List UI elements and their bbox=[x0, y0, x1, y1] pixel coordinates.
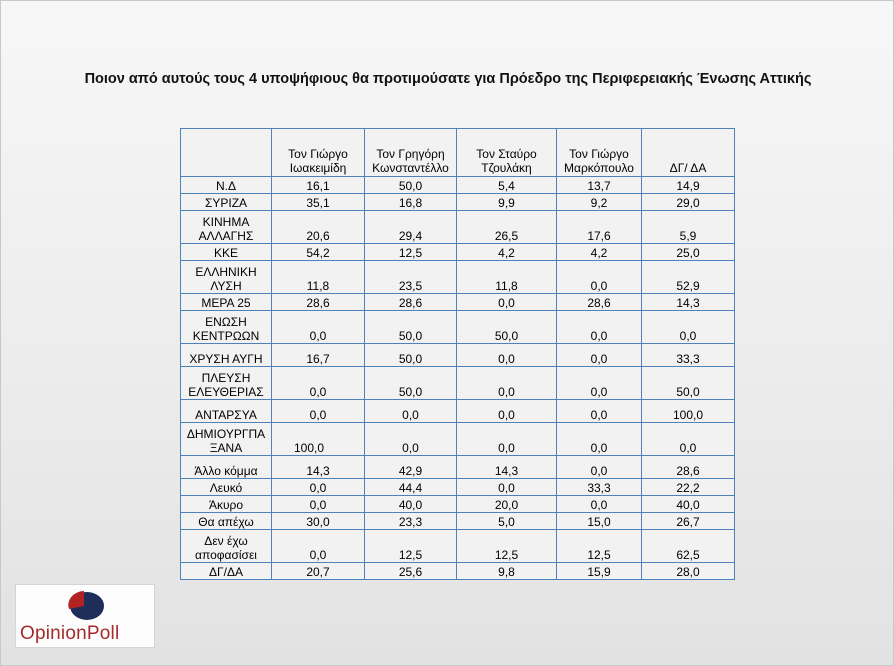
value-cell: 9,9 bbox=[457, 194, 557, 211]
party-label-cell bbox=[181, 423, 272, 456]
header-line1 bbox=[642, 147, 734, 161]
party-label: Λευκό bbox=[209, 481, 243, 495]
results-table-container bbox=[180, 128, 735, 580]
value-cell: 5,0 bbox=[457, 513, 557, 530]
value-cell: 62,5 bbox=[642, 530, 735, 563]
party-label: Θα απέχω bbox=[198, 515, 254, 529]
value-cell: 0,0 bbox=[557, 311, 642, 344]
party-label-cell bbox=[181, 479, 272, 496]
header-line1: Τον Γιώργο bbox=[569, 147, 629, 161]
party-label-cell bbox=[181, 211, 272, 244]
party-label: αποφασίσει bbox=[195, 548, 257, 562]
value-cell: 26,7 bbox=[642, 513, 735, 530]
value-cell: 0,0 bbox=[557, 261, 642, 294]
header-line2: Ιωακειμίδη bbox=[289, 161, 347, 175]
party-label: ΑΛΛΑΓΗΣ bbox=[198, 229, 254, 243]
header-line1: Τον Σταύρο bbox=[476, 147, 537, 161]
value-cell: 29,0 bbox=[642, 194, 735, 211]
party-label: Άλλο κόμμα bbox=[194, 464, 258, 478]
header-line1 bbox=[181, 147, 271, 161]
value-cell: 0,0 bbox=[557, 344, 642, 367]
value-cell: 0,0 bbox=[365, 400, 457, 423]
value-cell: 0,0 bbox=[272, 311, 365, 344]
header-line2: ΔΓ/ ΔΑ bbox=[669, 161, 707, 175]
value-cell: 40,0 bbox=[365, 496, 457, 513]
table-row bbox=[181, 177, 735, 194]
table-row bbox=[181, 311, 735, 344]
logo-text: OpinionPoll bbox=[20, 623, 120, 644]
value-cell: 16,7 bbox=[272, 344, 365, 367]
party-label-cell bbox=[181, 513, 272, 530]
value-cell: 5,4 bbox=[457, 177, 557, 194]
value-cell: 0,0 bbox=[557, 456, 642, 479]
value-cell: 9,8 bbox=[457, 563, 557, 580]
header-cell-4 bbox=[557, 129, 642, 177]
value-cell: 0,0 bbox=[457, 294, 557, 311]
header-cell-2 bbox=[365, 129, 457, 177]
value-cell: 52,9 bbox=[642, 261, 735, 294]
value-cell: 13,7 bbox=[557, 177, 642, 194]
value-cell: 5,9 bbox=[642, 211, 735, 244]
table-row bbox=[181, 456, 735, 479]
value-cell: 50,0 bbox=[365, 177, 457, 194]
value-cell: 50,0 bbox=[365, 344, 457, 367]
value-cell: 40,0 bbox=[642, 496, 735, 513]
value-cell: 0,0 bbox=[457, 479, 557, 496]
logo-pie-red bbox=[68, 591, 84, 609]
header-line2: Τζουλάκη bbox=[481, 161, 532, 175]
value-cell: 22,2 bbox=[642, 479, 735, 496]
value-cell: 0,0 bbox=[272, 496, 365, 513]
table-row bbox=[181, 244, 735, 261]
header-line1: Τον Γιώργο bbox=[288, 147, 348, 161]
value-cell: 0,0 bbox=[457, 344, 557, 367]
value-cell: 50,0 bbox=[365, 367, 457, 400]
value-cell: 0,0 bbox=[457, 400, 557, 423]
value-cell: 4,2 bbox=[457, 244, 557, 261]
header-cell-3 bbox=[457, 129, 557, 177]
party-label: ΚΙΝΗΜΑ bbox=[202, 215, 250, 229]
table-row bbox=[181, 367, 735, 400]
value-cell: 0,0 bbox=[365, 423, 457, 456]
value-cell: 0,0 bbox=[642, 423, 735, 456]
value-cell: 30,0 bbox=[272, 513, 365, 530]
table-row bbox=[181, 513, 735, 530]
table-header-row bbox=[181, 129, 735, 177]
value-cell: 12,5 bbox=[557, 530, 642, 563]
value-cell: 50,0 bbox=[457, 311, 557, 344]
value-cell: 16,1 bbox=[272, 177, 365, 194]
value-cell: 28,6 bbox=[557, 294, 642, 311]
value-cell: 9,2 bbox=[557, 194, 642, 211]
value-cell: 54,2 bbox=[272, 244, 365, 261]
party-label: ΣΥΡΙΖΑ bbox=[204, 196, 248, 210]
value-cell: 28,6 bbox=[272, 294, 365, 311]
party-label-cell bbox=[181, 294, 272, 311]
header-cell-1 bbox=[272, 129, 365, 177]
party-label: ΔΓ/ΔΑ bbox=[209, 565, 243, 579]
value-cell: 50,0 bbox=[642, 367, 735, 400]
value-cell: 12,5 bbox=[457, 530, 557, 563]
party-label-cell bbox=[181, 244, 272, 261]
value-cell: 33,3 bbox=[557, 479, 642, 496]
value-cell: 42,9 bbox=[365, 456, 457, 479]
value-cell: 25,0 bbox=[642, 244, 735, 261]
value-cell: 0,0 bbox=[457, 367, 557, 400]
value-cell: 35,1 bbox=[272, 194, 365, 211]
party-label-cell bbox=[181, 530, 272, 563]
value-cell: 20,0 bbox=[457, 496, 557, 513]
party-label: ΛΥΣΗ bbox=[210, 279, 242, 293]
value-cell: 15,0 bbox=[557, 513, 642, 530]
value-cell: 20,6 bbox=[272, 211, 365, 244]
party-label: ΜΕΡΑ 25 bbox=[201, 296, 251, 310]
header-cell-5 bbox=[642, 129, 735, 177]
value-cell: 0,0 bbox=[457, 423, 557, 456]
party-label-cell bbox=[181, 400, 272, 423]
table-row bbox=[181, 563, 735, 580]
party-label: Δεν έχω bbox=[204, 534, 248, 548]
party-label-cell bbox=[181, 261, 272, 294]
party-label-cell bbox=[181, 496, 272, 513]
value-cell: 44,4 bbox=[365, 479, 457, 496]
party-label: ΚΕΝΤΡΩΩΝ bbox=[192, 329, 260, 343]
value-cell: 0,0 bbox=[557, 400, 642, 423]
party-label: ΠΛΕΥΣΗ bbox=[201, 371, 251, 385]
table-row bbox=[181, 530, 735, 563]
party-label-cell bbox=[181, 311, 272, 344]
value-cell: 15,9 bbox=[557, 563, 642, 580]
value-cell: 33,3 bbox=[642, 344, 735, 367]
value-cell: 0,0 bbox=[272, 400, 365, 423]
value-cell: 28,6 bbox=[365, 294, 457, 311]
header-line2 bbox=[181, 161, 271, 175]
party-label-cell bbox=[181, 194, 272, 211]
results-table bbox=[180, 128, 735, 580]
party-label-cell bbox=[181, 563, 272, 580]
logo-pie-icon bbox=[63, 589, 107, 621]
party-label-cell bbox=[181, 177, 272, 194]
value-cell: 12,5 bbox=[365, 244, 457, 261]
party-label: ΑΝΤΑΡΣΥΑ bbox=[195, 408, 257, 422]
table-row bbox=[181, 496, 735, 513]
value-cell: 14,3 bbox=[642, 294, 735, 311]
value-cell: 28,0 bbox=[642, 563, 735, 580]
party-label-cell bbox=[181, 344, 272, 367]
value-cell: 12,5 bbox=[365, 530, 457, 563]
value-cell: 0,0 bbox=[642, 311, 735, 344]
party-label: ΔΗΜΙΟΥΡΓΠΑ bbox=[186, 427, 266, 441]
value-cell: 100,0 bbox=[642, 400, 735, 423]
opinionpoll-logo bbox=[15, 584, 155, 648]
party-label: ΧΡΥΣΗ ΑΥΓΗ bbox=[189, 352, 263, 366]
header-line1: Τον Γρηγόρη bbox=[376, 147, 445, 161]
value-cell: 23,3 bbox=[365, 513, 457, 530]
table-row bbox=[181, 423, 735, 456]
value-cell: 28,6 bbox=[642, 456, 735, 479]
party-label: Ν.Δ bbox=[215, 179, 236, 193]
value-cell: 4,2 bbox=[557, 244, 642, 261]
header-cell-empty bbox=[181, 129, 272, 177]
party-label-cell bbox=[181, 456, 272, 479]
table-row bbox=[181, 194, 735, 211]
value-cell: 0,0 bbox=[557, 367, 642, 400]
value-cell: 25,6 bbox=[365, 563, 457, 580]
value-cell: 16,8 bbox=[365, 194, 457, 211]
party-label: ΚΚΕ bbox=[213, 246, 238, 260]
value-cell: 0,0 bbox=[272, 530, 365, 563]
value-cell: 14,3 bbox=[272, 456, 365, 479]
header-line2: Μαρκόπουλο bbox=[564, 161, 634, 175]
value-cell: 14,3 bbox=[457, 456, 557, 479]
value-cell: 20,7 bbox=[272, 563, 365, 580]
value-cell: 0,0 bbox=[557, 496, 642, 513]
value-cell: 11,8 bbox=[272, 261, 365, 294]
value-cell: 50,0 bbox=[365, 311, 457, 344]
value-cell: 11,8 bbox=[457, 261, 557, 294]
table-row bbox=[181, 400, 735, 423]
value-cell: 100,0 bbox=[272, 423, 365, 456]
value-cell: 14,9 bbox=[642, 177, 735, 194]
value-cell: 0,0 bbox=[272, 367, 365, 400]
table-row bbox=[181, 479, 735, 496]
party-label: Άκυρο bbox=[208, 498, 244, 512]
table-row bbox=[181, 344, 735, 367]
value-cell: 17,6 bbox=[557, 211, 642, 244]
party-label: ΞΑΝΑ bbox=[209, 441, 243, 455]
table-row bbox=[181, 211, 735, 244]
value-cell: 26,5 bbox=[457, 211, 557, 244]
value-cell: 23,5 bbox=[365, 261, 457, 294]
value-cell: 0,0 bbox=[557, 423, 642, 456]
party-label: ΕΝΩΣΗ bbox=[205, 315, 247, 329]
header-line2: Κωνσταντέλλο bbox=[372, 161, 449, 175]
chart-title: Ποιον από αυτούς τους 4 υποψήφιους θα προτιμούσατε για Πρόεδρο της Περιφερειακής Ένωσης Αττικής bbox=[84, 71, 812, 87]
party-label: ΕΛΛΗΝΙΚΗ bbox=[195, 265, 257, 279]
value-cell: 29,4 bbox=[365, 211, 457, 244]
party-label: ΕΛΕΥΘΕΡΙΑΣ bbox=[188, 385, 264, 399]
value-cell: 0,0 bbox=[272, 479, 365, 496]
table-row bbox=[181, 294, 735, 311]
party-label-cell bbox=[181, 367, 272, 400]
table-row bbox=[181, 261, 735, 294]
